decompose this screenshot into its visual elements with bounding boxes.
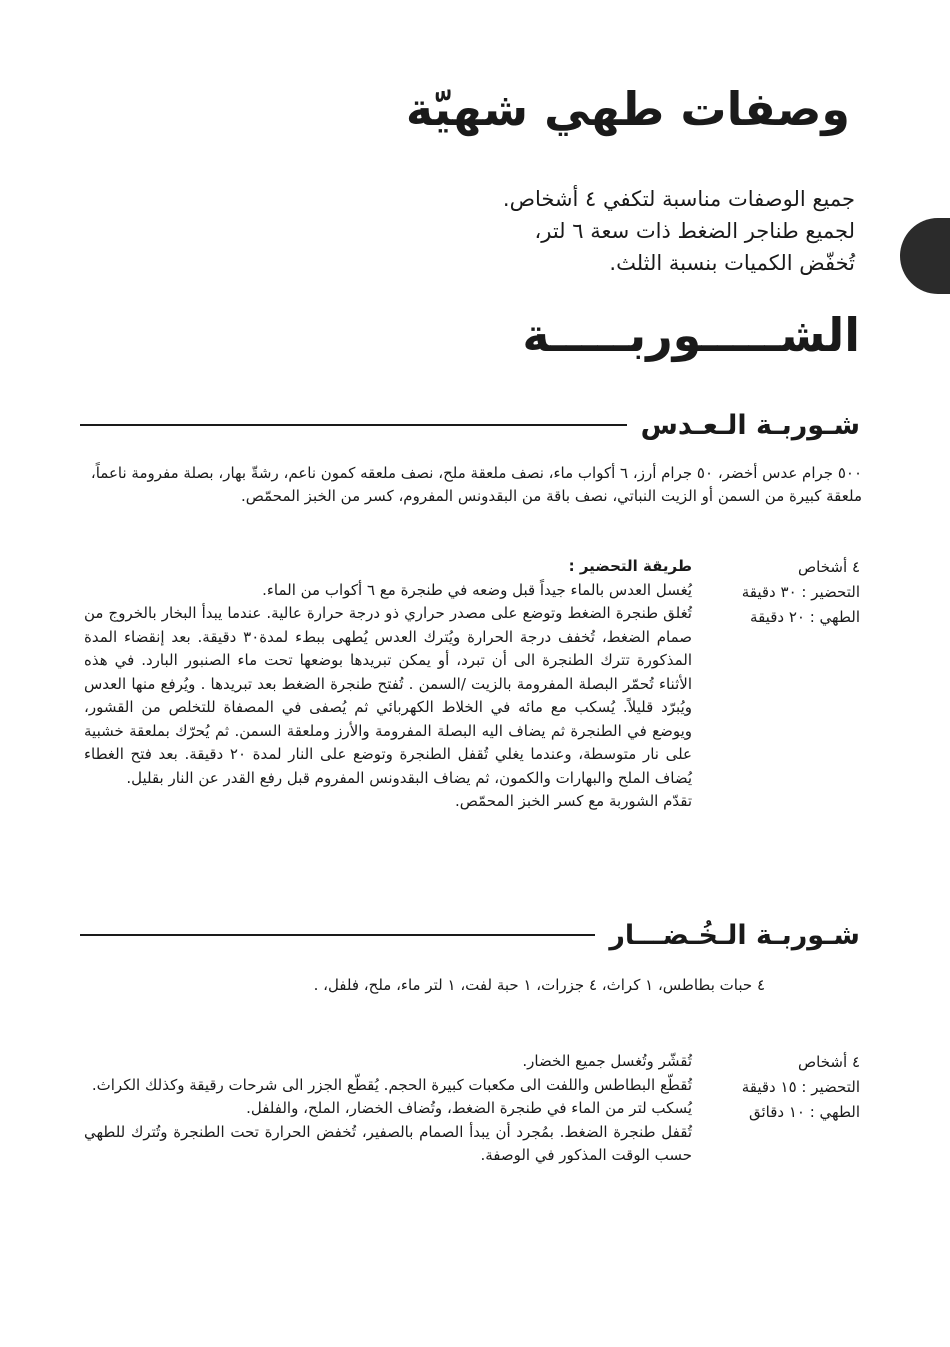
method-step: يُسكب لتر من الماء في طنجرة الضغط، وتُضاف الخضار، الملح، والفلفل.: [246, 1099, 692, 1117]
prep-time: التحضير : ١٥ دقيقة: [741, 1078, 860, 1096]
cook-time: الطهي : ٢٠ دقيقة: [750, 608, 860, 626]
method-step: تُقفل طنجرة الضغط. بمُجرد أن يبدأ الصمام بالصفير، تُخفض الحرارة تحت الطنجرة وتُترك للطهي حسب الوقت المذكور في الوصفة.: [84, 1122, 692, 1164]
servings: ٤ أشخاص: [798, 1053, 860, 1071]
method-text: [84, 555, 692, 814]
servings: ٤ أشخاص: [798, 558, 860, 576]
recipe-title: شـوربـة الـخُـضـــار: [609, 919, 860, 951]
ingredients-list: ٥٠٠ جرام عدس أخضر، ٥٠ جرام أرز، ٦ أكواب ماء، نصف ملعقة ملح، نصف ملعقه كمون ناعم، رشةّ بهار، بصلة مفرومة ناعماً، ملعقة كبيرة من السمن أو الزيت النباتي، نصف باقة من البقدونس المفروم، كسر من الخبز المحمّص.: [90, 464, 862, 505]
intro-text: [255, 183, 855, 279]
method-step: تُقشّر وتُغسل جميع الخضار.: [522, 1052, 692, 1070]
page-title: وصفات طهي شهيّة: [405, 82, 850, 136]
heading-rule: [80, 424, 627, 426]
recipe-heading: [80, 915, 860, 955]
ingredients-list: ٤ حبات بطاطس، ١ كراث، ٤ جزرات، ١ حبة لفت، ١ لتر ماء، ملح، فلفل، .: [313, 976, 765, 994]
heading-rule: [80, 934, 595, 936]
method-step: تقدّم الشوربة مع كسر الخبز المحمّص.: [454, 792, 692, 810]
intro-line: لجميع طناجر الضغط ذات سعة ٦ لتر،: [534, 219, 855, 243]
cook-time: الطهي : ١٠ دقائق: [748, 1103, 860, 1121]
intro-line: تُخفّض الكميات بنسبة الثلث.: [609, 251, 855, 275]
recipe-heading: [80, 405, 860, 445]
recipe-meta: [720, 1050, 860, 1125]
recipe-meta: [720, 555, 860, 630]
method-text: [84, 1050, 692, 1168]
method-step: يُغسل العدس بالماء جيداً قبل وضعه في طنجرة مع ٦ أكواب من الماء.: [262, 580, 692, 599]
method-step: تُغلق طنجرة الضغط وتوضع على مصدر حراري ذو درجة حرارة عالية. عندما يبدأ البخار بالخروج من صمام الضغط، تُخفف درجة الحرارة ويُترك العدس يُطهى ببطء لمدة٣٠ دقيقة. بعد إنقضاء المدة المذكورة تترك الطنجرة الى أن تبرد، أو يمكن تبريدها بوضعها تحت ماء الصنبور البارد. في هذه الأثناء تُحمّر البصلة المفرومة بالزيت /السمن . تُفتح طنجرة الضغط بعد تبريدها . ويُرفع منها العدس ويُبرّد قليلاً. يُسكب مع مائه في الخلاط الكهربائي ثم يُصفى في المصفاة للتخلص من القشور، ويوضع في الطنجرة ثم يضاف اليه البصلة المفرومة والأرز وملعقة السمن. ثم يُحرّك بملعقة خشبية على نار متوسطة، وعندما يغلي تُقفل الطنجرة وتوضع على النار لمدة ٢٠ دقيقة. بعد فتح الغطاء يُضاف الملح والبهارات والكمون، ثم يضاف البقدونس المفروم قبل رفع القدر عن النار بقليل.: [84, 604, 692, 787]
method-heading: طريقة التحضير :: [568, 557, 692, 575]
section-title: الشـــــوربـــــة: [522, 308, 860, 362]
intro-line: جميع الوصفات مناسبة لتكفي ٤ أشخاص.: [502, 187, 855, 211]
page-edge-tab: [900, 218, 950, 294]
prep-time: التحضير : ٣٠ دقيقة: [741, 583, 860, 601]
recipe-title: شـوربـة الـعـدس: [640, 409, 860, 441]
method-step: تُقطّع البطاطس واللفت الى مكعبات كبيرة الحجم. يُقطّع الجزر الى شرحات رقيقة وكذلك الكراث.: [91, 1075, 692, 1094]
